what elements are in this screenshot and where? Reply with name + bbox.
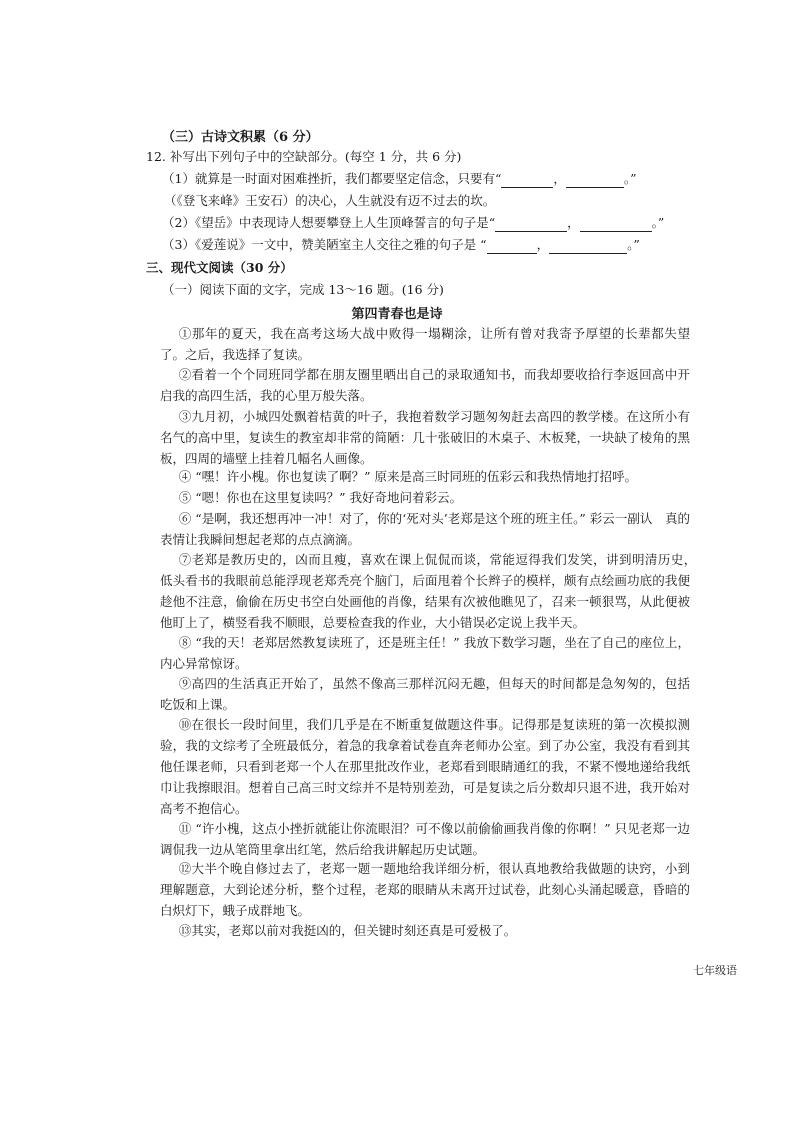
paragraph-8: ⑧ “我的天！老郑居然教复读班了，还是班主任！” 我放下数学习题，坐在了自己的座位上，内心异常惊讶。 bbox=[160, 635, 690, 671]
paragraph-4: ④ “嘿！许小槐。你也复读了啊？” 原来是高三时同班的伍彩云和我热情地打招呼。 bbox=[178, 469, 637, 484]
blank-5[interactable] bbox=[487, 241, 537, 254]
paragraph-10: ⑩在很长一段时间里，我们几乎是在不断重复做题这件事。记得那是复读班的第一次模拟测验，我的文综考了全班最低分，着急的我拿着试卷直奔老师办公室。到了办公室，我没有看到其他任课老师，只看到老郑一个人在那里批改作业，老郑看到眼睛通红的我，不紧不慢地递给我纸巾让我擦眼泪。想着自己高三时文综并不是特别差劲，可是复读之后分数却只退不进，我开始对高考不抱信心。 bbox=[160, 717, 690, 816]
page-footer: 七年级语 bbox=[693, 964, 737, 977]
blank-6[interactable] bbox=[549, 241, 627, 254]
section-title-modern: 三、现代文阅读（30 分） bbox=[146, 260, 293, 275]
blank-2[interactable] bbox=[566, 175, 624, 188]
paragraph-2: ②看着一个个同班同学都在朋友圈里晒出自己的录取通知书，而我却要收拾行李返回高中开启我的高四生活，我的心里万般失落。 bbox=[160, 367, 690, 403]
paragraph-1: ①那年的夏天，我在高考这场大战中败得一塌糊涂，让所有曾对我寄予厚望的长辈都失望了。之后，我选择了复读。 bbox=[160, 326, 690, 362]
paragraph-3: ③九月初，小城四处飘着桔黄的叶子，我抱着数学习题匆匆赶去高四的教学楼。在这所小有名气的高中里，复读生的教室却非常的简陋：几十张破旧的木桌子、木板凳，一块缺了棱角的黑板，四周的墙壁上挂着几幅名人画像。 bbox=[160, 409, 690, 466]
blank-1[interactable] bbox=[501, 175, 553, 188]
section-title-classical: （三）古诗文积累（6 分） bbox=[162, 130, 319, 145]
question-12-3: （3）《爱莲说》一文中，赞美陋室主人交往之雅的句子是 “ ， 。” bbox=[162, 237, 640, 252]
paragraph-5: ⑤ “嗯！你也在这里复读吗？” 我好奇地问着彩云。 bbox=[178, 490, 462, 505]
paragraph-9: ⑨高四的生活真正开始了，虽然不像高三那样沉闷无趣，但每天的时间都是急匆匆的，包括吃饭和上课。 bbox=[160, 676, 690, 712]
blank-3[interactable] bbox=[495, 219, 567, 232]
article-title: 第四青春也是诗 bbox=[351, 307, 443, 322]
question-12-2: （2）《望岳》中表现诗人想要攀登上人生顶峰誓言的句子是“ ， 。” bbox=[162, 215, 665, 230]
question-12: 12. 补写出下列句子中的空缺部分。(每空 1 分，共 6 分) bbox=[146, 149, 462, 164]
paragraph-6: ⑥ “是啊，我还想再冲一冲！对了，你的‘死对头’老郑是这个班的班主任。” 彩云一副认 真的表情让我瞬间想起老郑的点点滴滴。 bbox=[160, 511, 690, 547]
paragraph-12: ⑫大半个晚自修过去了，老郑一题一题地给我详细分析，很认真地教给我做题的诀窍，小到理解题意，大到论述分析，整个过程，老郑的眼睛从未离开过试卷，此刻心头涌起暖意，昏暗的白炽灯下，蛾子成群地飞。 bbox=[160, 861, 690, 918]
blank-4[interactable] bbox=[580, 219, 652, 232]
question-12-1: （1）就算是一时面对困难挫折，我们都要坚定信念，只要有“ ， 。” bbox=[162, 171, 637, 186]
reading-instructions: （一）阅读下面的文字，完成 13～16 题。(16 分) bbox=[162, 282, 444, 297]
paragraph-13: ⑬其实，老郑以前对我挺凶的，但关键时刻还真是可爱极了。 bbox=[178, 923, 517, 938]
question-12-1-cont: （《登飞来峰》王安石）的决心，人生就没有迈不过去的坎。 bbox=[164, 193, 496, 208]
paragraph-7: ⑦老郑是教历史的，凶而且瘦，喜欢在课上侃侃而谈，常能逗得我们发笑，讲到明清历史， 低头看书的我眼前总能浮现老郑秃亮个脑门，后面甩着个长辫子的模样，颇有点绘画功底的我便趁他不注意，偷偷在历史书空白处画他的肖像，结果有次被他瞧见了，召来一顿狠骂，从此便被他盯上了，横竖看我不顺眼，总要检查我的作业，大小错误必定说上我半天。 bbox=[160, 552, 703, 630]
paragraph-11: ⑪ “许小槐，这点小挫折就能让你流眼泪？可不像以前偷偷画我肖像的你啊！” 只见老郑一边调侃我一边从笔筒里拿出红笔，然后给我讲解起历史试题。 bbox=[160, 821, 690, 857]
